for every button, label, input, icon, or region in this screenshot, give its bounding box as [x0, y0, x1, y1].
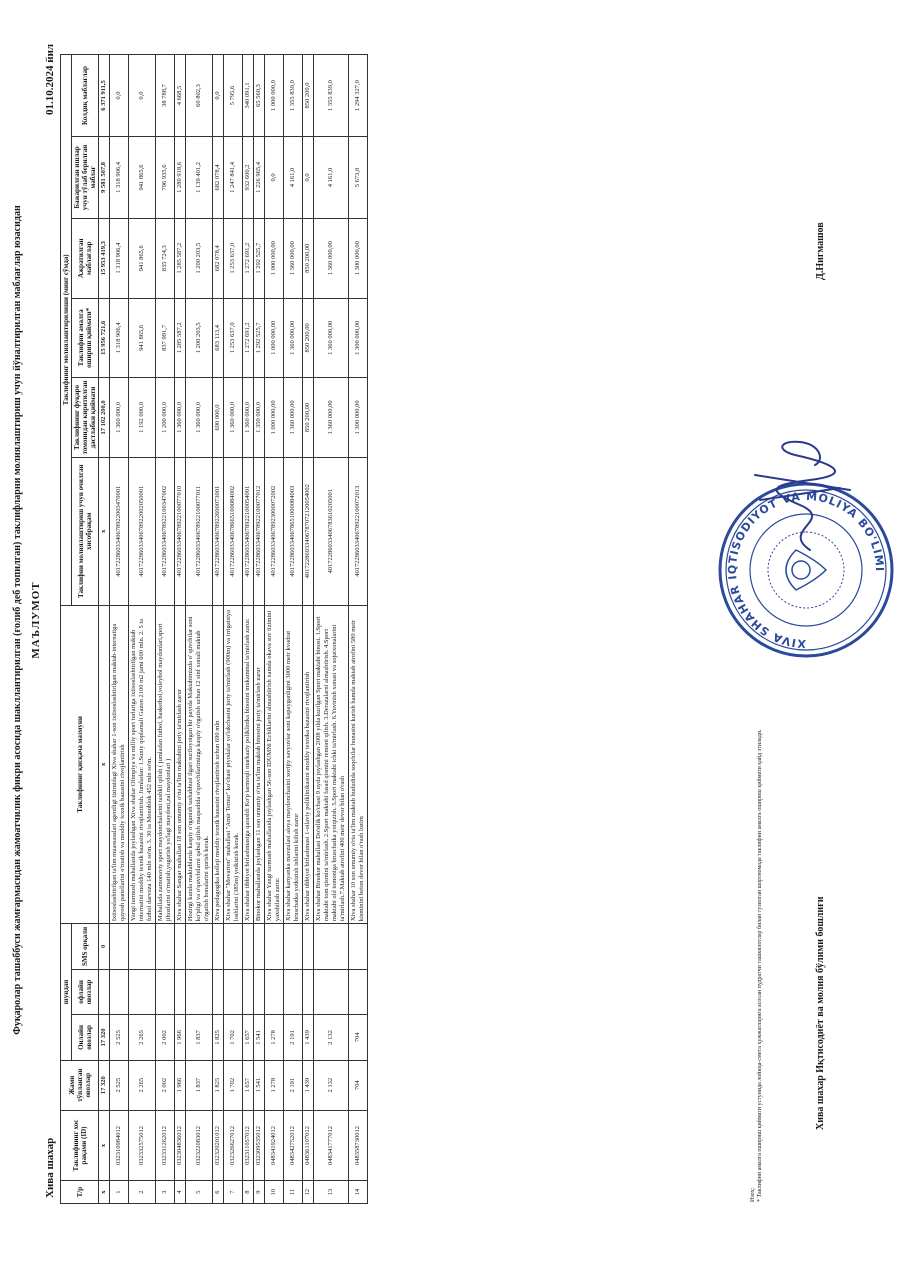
cell-description: Xiva shahar tibbiyot birlashmasi 1-oilaviy poliklinikasini moddiy texnika bazasini rivojlantirish: [303, 605, 314, 924]
cell-contract-cost: 837 991,7: [156, 298, 175, 378]
cell-remaining: 0,0: [110, 55, 129, 137]
table-row: [224, 55, 243, 1204]
cell-spent: 941 865,6: [129, 137, 156, 219]
cell-estimated-cost: 1 360 000,00: [314, 378, 349, 458]
seal-ring-text: XIVA SHAHAR IQTISODIYOT VA MOLIYA BO'LIMI: [725, 489, 887, 651]
cell-total-votes: 704: [349, 1060, 368, 1110]
cell-contract-cost: 1 292 525,7: [254, 298, 265, 378]
cell-allocated: 1 292 525,7: [254, 218, 265, 298]
cell-online-votes: 1 702: [224, 1015, 243, 1061]
cell-remaining: 65 560,3: [254, 55, 265, 137]
cell-total-votes: 1 278: [265, 1060, 284, 1110]
cell-total-votes: 1 702: [224, 1060, 243, 1110]
cell-spent: 0,0: [265, 137, 284, 219]
cell-sms-votes: [265, 924, 284, 970]
summary-account: х: [99, 457, 110, 605]
cell-online-votes: 2 265: [129, 1015, 156, 1061]
cell-allocated: 835 724,3: [156, 218, 175, 298]
cell-estimated-cost: 1 192 000,0: [129, 378, 156, 458]
cell-remaining: 1 294 327,0: [349, 55, 368, 137]
cell-num: 5: [186, 1181, 213, 1204]
cell-sms-votes: [303, 924, 314, 970]
col-remaining: Колдиқ маблағлар: [72, 55, 99, 137]
cell-sms-votes: [224, 924, 243, 970]
summary-spent: 9 581 507,8: [99, 137, 110, 219]
cell-sms-votes: [175, 924, 186, 970]
cell-spent: 1 318 906,4: [110, 137, 129, 219]
cell-spent: 796 935,6: [156, 137, 175, 219]
cell-total-votes: 1 966: [175, 1060, 186, 1110]
cell-online-votes: 2 002: [156, 1015, 175, 1061]
cell-online-votes: 1 657: [243, 1015, 254, 1061]
col-id: Таклифнинг хос рақами (ID): [61, 1110, 99, 1181]
cell-id: 048341777012: [314, 1110, 349, 1181]
table-row: [243, 55, 254, 1204]
cell-offline-votes: [265, 969, 284, 1015]
handwritten-signature-icon: [740, 420, 860, 560]
cell-contract-cost: 1 300 000,00: [349, 298, 368, 378]
col-contract-cost: Таклифни амалга ошириш қиймати*: [72, 298, 99, 378]
cell-estimated-cost: 1 360 000,0: [110, 378, 129, 458]
cell-contract-cost: 1 000 000,00: [265, 298, 284, 378]
cell-contract-cost: 1 200 203,5: [186, 298, 213, 378]
cell-allocated: 1 253 637,0: [224, 218, 243, 298]
cell-sms-votes: [156, 924, 175, 970]
cell-description: Xiva shahar Sangar mahallasi 18 son umumiy o'rta ta'lim maktabini joriy ta'mirlash zarur: [175, 605, 186, 924]
cell-remaining: 38 788,7: [156, 55, 175, 137]
cell-offline-votes: [110, 969, 129, 1015]
cell-description: Xiva shahar "Movarton" mahallasi "Amir Temur" ko'chasi piyodalar yo'lakchasini joriy ta'mirlash (900m) va irrigatsiya loshlarini (385m) yotkizish kerak.: [224, 605, 243, 924]
table-row: [110, 55, 129, 1204]
cell-estimated-cost: 1 350 000,0: [254, 378, 265, 458]
signature-name: Д.Нигмашов: [815, 222, 826, 280]
cell-account: 4017228603340678922100077010: [175, 457, 186, 605]
cell-offline-votes: [224, 969, 243, 1015]
footnote: [750, 202, 764, 1202]
cell-num: 10: [265, 1181, 284, 1204]
cell-spent: 932 600,2: [243, 137, 254, 219]
cell-remaining: 850 200,0: [303, 55, 314, 137]
cell-estimated-cost: 1 360 000,00: [284, 378, 303, 458]
cell-id: 032326627012: [224, 1110, 243, 1181]
cell-id: 032320201012: [213, 1110, 224, 1181]
cell-spent: 4 161,0: [314, 137, 349, 219]
footnote-text: * Таклифни амалга ошириш қиймати устунида лойиҳа-смета ҳужжатларига асосан пудратчи ташкилотлар билан тузилган шартномада таклифни амалга ошириш қиймати қайд этилади.: [757, 729, 763, 1202]
cell-remaining: 60 802,3: [186, 55, 213, 137]
cell-offline-votes: [243, 969, 254, 1015]
cell-account: 4017228603340678707212005400​2: [303, 457, 314, 605]
cell-total-votes: 1 541: [254, 1060, 265, 1110]
cell-account: 4017228603340678922100077012: [254, 457, 265, 605]
cell-id: 032322083012: [186, 1110, 213, 1181]
cell-num: 2: [129, 1181, 156, 1204]
cell-account: 4017228603340678922100072013: [349, 457, 368, 605]
cell-remaining: 0,0: [129, 55, 156, 137]
cell-remaining: 340 091,1: [243, 55, 254, 137]
summary-estimated-cost: 17 102 200,0: [99, 378, 110, 458]
cell-id: 048358730012: [349, 1110, 368, 1181]
cell-sms-votes: [110, 924, 129, 970]
cell-num: 14: [349, 1181, 368, 1204]
table-row: [175, 55, 186, 1204]
cell-allocated: 1 360 000,00: [314, 218, 349, 298]
cell-remaining: 0,0: [213, 55, 224, 137]
summary-total-votes: 17 320: [99, 1060, 110, 1110]
table-header-row: [61, 55, 72, 1204]
cell-online-votes: 1 278: [265, 1015, 284, 1061]
cell-contract-cost: 1 272 691,2: [243, 298, 254, 378]
cell-estimated-cost: 1 360 000,0: [175, 378, 186, 458]
cell-sms-votes: [284, 924, 303, 970]
col-account: Таклифни молиялаштириш учун очилган хисобрақам: [72, 457, 99, 605]
cell-spent: 1 280 918,6: [175, 137, 186, 219]
summary-num: х: [99, 1181, 110, 1204]
cell-estimated-cost: 1 200 000,0: [156, 378, 175, 458]
cell-total-votes: 2 265: [129, 1060, 156, 1110]
funding-table: [60, 54, 368, 1204]
cell-id: 032309535012: [254, 1110, 265, 1181]
cell-online-votes: 1 966: [175, 1015, 186, 1061]
cell-description: Xiva shahar 10 son umumiy o'rta ta'lim maktab hududida soqchilar honasini kurish hamda maktab atrofini 580 metr kisminini beton devor bilan o'rash lozim: [349, 605, 368, 924]
table-row: [265, 55, 284, 1204]
cell-num: 6: [213, 1181, 224, 1204]
cell-spent: 4 161,0: [284, 137, 303, 219]
cell-estimated-cost: 1 300 000,00: [349, 378, 368, 458]
cell-spent: 5 673,0: [349, 137, 368, 219]
cell-total-votes: 1 825: [213, 1060, 224, 1110]
cell-num: 4: [175, 1181, 186, 1204]
table-row: [213, 55, 224, 1204]
cell-num: 1: [110, 1181, 129, 1204]
table-row: [314, 55, 349, 1204]
cell-remaining: 1 355 839,0: [314, 55, 349, 137]
cell-account: 4017228603340678922100054001: [243, 457, 254, 605]
summary-allocated: 15 953 419,3: [99, 218, 110, 298]
cell-online-votes: 2 525: [110, 1015, 129, 1061]
cell-total-votes: 1 837: [186, 1060, 213, 1110]
cell-sms-votes: [243, 924, 254, 970]
cell-estimated-cost: 1 000 000,00: [265, 378, 284, 458]
cell-sms-votes: [254, 924, 265, 970]
cell-account: 4017228603340678922002050001: [129, 457, 156, 605]
cell-online-votes: 704: [349, 1015, 368, 1061]
cell-account: 4017228603340678923000072002: [265, 457, 284, 605]
summary-contract-cost: 15 956 721,6: [99, 298, 110, 378]
cell-offline-votes: [314, 969, 349, 1015]
cell-online-votes: 2 191: [284, 1015, 303, 1061]
cell-allocated: 1 360 000,00: [284, 218, 303, 298]
col-allocated: Ажратилган маблағлар: [72, 218, 99, 298]
cell-account: 4017228603340678665100084002: [224, 457, 243, 605]
cell-id: 032311057012: [243, 1110, 254, 1181]
cell-offline-votes: [129, 969, 156, 1015]
table-row: [186, 55, 213, 1204]
cell-sms-votes: [349, 924, 368, 970]
col-votes-group: шундан: [61, 924, 72, 1061]
cell-remaining: 4 668,5: [175, 55, 186, 137]
cell-id: 032310984012: [110, 1110, 129, 1181]
cell-estimated-cost: 1 360 000,0: [186, 378, 213, 458]
cell-account: 4017228603340678361020500​1: [314, 457, 349, 605]
cell-offline-votes: [254, 969, 265, 1015]
cell-num: 9: [254, 1181, 265, 1204]
cell-description: Mahallada zamonaviy sport maydonchalarini tashkil qilish ( jumladan futbol, basketbol,voleybol maydonlari,sport jihozlarini o'rnatish,yugurish yo'lagi maydoni,zal maydonlari ): [156, 605, 175, 924]
table-row: [303, 55, 314, 1204]
cell-id: 032304836012: [175, 1110, 186, 1181]
cell-account: 4017228603340678651000084003: [284, 457, 303, 605]
cell-allocated: 1 000 000,00: [265, 218, 284, 298]
summary-sms-votes: 0: [99, 924, 110, 970]
cell-contract-cost: 1 360 000,00: [284, 298, 303, 378]
report-date: 01.10.2024 йил: [44, 43, 56, 115]
cell-total-votes: 2 002: [156, 1060, 175, 1110]
summary-online-votes: 17 320: [99, 1015, 110, 1061]
cell-id: 032331262012: [156, 1110, 175, 1181]
cell-spent: 1 226 965,4: [254, 137, 265, 219]
cell-description: Xiva pedagogika kolleji moddiy texnik bazasini rivojlantirish uchun 690 mln: [213, 605, 224, 924]
cell-contract-cost: 850 200,00: [303, 298, 314, 378]
cell-offline-votes: [175, 969, 186, 1015]
cell-account: 4017228603340678922003470001: [110, 457, 129, 605]
signature-position: Хива шахар Иқтисодиёт ва молия бўлими бошлиғи: [815, 896, 826, 1130]
table-row: [284, 55, 303, 1204]
cell-description: Xiva shahar tibbiyot birlashmasiga qarashli Ko'p tarmoqli markaziy poliklinika binosini mukammal ta'mirlash zarur.: [243, 605, 254, 924]
cell-allocated: 1 272 691,2: [243, 218, 254, 298]
cell-spent: 1 139 401,2: [186, 137, 213, 219]
cell-spent: 1 247 841,4: [224, 137, 243, 219]
main-title: Фуқаролар ташаббуси жамғармасидан жамоатчилик фикри асосида шакллантирилган (ғолиб деб топилган) таклифларни молиялаштириш учун йўналтирилган маблағлар юзасидан: [12, 205, 23, 1035]
cell-allocated: 941 865,6: [129, 218, 156, 298]
cell-num: 11: [284, 1181, 303, 1204]
cell-account: 4017228603340678922100347002: [156, 457, 175, 605]
cell-description: Ixtisoslashtirilgan ta'lim muassasalari agentligi tizimidagi Xiva shahar 1-son ixtisoslashtirilgan maktab-internatiga qayosh panellarini o'rnatish va moddiy texnik bazasini rivojlantirish: [110, 605, 129, 924]
cell-id: 048341924012: [265, 1110, 284, 1181]
cell-num: 13: [314, 1181, 349, 1204]
col-online-votes: Онлайн овозлар: [72, 1015, 99, 1061]
cell-num: 8: [243, 1181, 254, 1204]
cell-offline-votes: [284, 969, 303, 1015]
cell-allocated: 1 285 587,2: [175, 218, 186, 298]
cell-estimated-cost: 1 360 000,0: [243, 378, 254, 458]
cell-total-votes: 1 439: [303, 1060, 314, 1110]
cell-id: 032332575012: [129, 1110, 156, 1181]
cell-total-votes: 2 191: [284, 1060, 303, 1110]
col-offline-votes: офлайн овозлар: [72, 969, 99, 1015]
cell-estimated-cost: 690 000,0: [213, 378, 224, 458]
table-row: [254, 55, 265, 1204]
cell-description: Binokor mahallasida joylashgan 11 son umumiy o'rta ta'lim maktab binosini joriy ta'mirlash zarur: [254, 605, 265, 924]
cell-num: 7: [224, 1181, 243, 1204]
region-label: Хива шахар: [44, 1137, 56, 1198]
cell-contract-cost: 1 360 000,00: [314, 298, 349, 378]
summary-offline-votes: [99, 969, 110, 1015]
cell-online-votes: 1 541: [254, 1015, 265, 1061]
cell-contract-cost: 1 285 587,2: [175, 298, 186, 378]
cell-sms-votes: [186, 924, 213, 970]
cell-sms-votes: [129, 924, 156, 970]
cell-estimated-cost: 850 200,00: [303, 378, 314, 458]
cell-spent: 682 078,4: [213, 137, 224, 219]
cell-contract-cost: 1 253 637,0: [224, 298, 243, 378]
cell-offline-votes: [213, 969, 224, 1015]
cell-offline-votes: [186, 969, 213, 1015]
footnote-heading: Изоҳ:: [750, 1187, 756, 1202]
cell-allocated: 1 318 906,4: [110, 218, 129, 298]
col-description: Таклифнинг қисқача мазмуни: [61, 605, 99, 924]
cell-id: 048361107012: [303, 1110, 314, 1181]
col-total-votes: Жами тўпланган овозлар: [61, 1060, 99, 1110]
table-row: [349, 55, 368, 1204]
cell-offline-votes: [349, 969, 368, 1015]
cell-contract-cost: 1 318 906,4: [110, 298, 129, 378]
cell-description: Xiva shahar kanyanka mavzulasi aloya maydonchasini xorijiy savyuvlar soni kapayganligini 3000 metr kvadrat bruschatka yotkizish ishlarini kilish zarur: [284, 605, 303, 924]
cell-sms-votes: [213, 924, 224, 970]
cell-sms-votes: [314, 924, 349, 970]
cell-id: 048342752012: [284, 1110, 303, 1181]
cell-remaining: 1 355 839,0: [284, 55, 303, 137]
cell-remaining: 1 000 000,0: [265, 55, 284, 137]
cell-total-votes: 1 657: [243, 1060, 254, 1110]
cell-allocated: 682 078,4: [213, 218, 224, 298]
cell-online-votes: 2 132: [314, 1015, 349, 1061]
cell-online-votes: 1 439: [303, 1015, 314, 1061]
table-row: [156, 55, 175, 1204]
cell-num: 12: [303, 1181, 314, 1204]
cell-total-votes: 2 132: [314, 1060, 349, 1110]
cell-remaining: 5 795,6: [224, 55, 243, 137]
summary-row: [99, 55, 110, 1204]
summary-remaining: 6 371 911,5: [99, 55, 110, 137]
cell-description: Yangi turmush mahallasida joylashgan Xiva shahar Olimpiya va milliy sport turlariga ixtisoslashtirilgan maktab internatini moddiy texnik bazasini rivojlantirish. Jumladan: 1.Suniy qoplamali Gazon 2100 m2 jami 600 mln. 2. 5 ta futbol darvoza 140 mln so'm. 3. 30 ta Monoblok 452 mln so'm.: [129, 605, 156, 924]
cell-online-votes: 1 837: [186, 1015, 213, 1061]
document-subtitle: МАЪЛУМОТ: [30, 581, 42, 659]
cell-spent: 0,0: [303, 137, 314, 219]
cell-allocated: 850 200,00: [303, 218, 314, 298]
summary-id: х: [99, 1110, 110, 1181]
cell-offline-votes: [156, 969, 175, 1015]
cell-account: 4017228603340678922600073001: [213, 457, 224, 605]
cell-online-votes: 1 825: [213, 1015, 224, 1061]
cell-total-votes: 2 525: [110, 1060, 129, 1110]
cell-account: 4017228603340678922100077011: [186, 457, 213, 605]
col-sms-votes: SMS орқали: [72, 924, 99, 970]
cell-offline-votes: [303, 969, 314, 1015]
col-estimated-cost: Таклифнинг фуқаро томонидан киритилган дастлабки қиймати: [72, 378, 99, 458]
cell-num: 3: [156, 1181, 175, 1204]
col-spent: Бажарилган ишлар учун тўлаб берилган маблағ: [72, 137, 99, 219]
table-row: [129, 55, 156, 1204]
cell-allocated: 1 300 000,00: [349, 218, 368, 298]
cell-estimated-cost: 1 360 000,0: [224, 378, 243, 458]
cell-contract-cost: 683 113,4: [213, 298, 224, 378]
cell-allocated: 1 200 203,5: [186, 218, 213, 298]
cell-description: Xiva shahar Binokor mahallasi Do'stlik ko'chasi 9 uyda joylashgan 2008 yilda kurilgan Sport maktabi binosi. 1.Sport maktabi tom qismini ta'mirlash. 2.Sport maktabi fasad qismini remont qilish. 3.Derazalarni almashtirish. 4.Sport maktabi old tomoniga bruschatka yotqizish. 5.Sport maktabi ichki ta'mirlash. 6.Yuvinish xonasi va sojatxonalarini ta'mirlash.7.Maktab atrofini 400 metr devor bilan o'rash: [314, 605, 349, 924]
summary-description: х: [99, 605, 110, 924]
col-num: Т/р: [61, 1181, 99, 1204]
cell-description: Xiva shahar Yangi turmush mahallasida joylashgan 56-son IDUMNi Echiklarini almashtirish xamda okava suv tizimini yaxshilash zarur.: [265, 605, 284, 924]
cell-contract-cost: 941 865,6: [129, 298, 156, 378]
cell-description: Hozirgi kunda maktablarda kaspiy o'rganish tashabbusi ilgari suriloyotgan bir paytda Maktabimizda o' quvchilar soni ko'pligi va o'quvchilarni qabul qilish maqsadida o'quvchilarimizga kaspiy o'rgatish uchun 12 sinf xonali maktab o'rgatish honalarini qurish kerak.: [186, 605, 213, 924]
col-funding-group: Таклифнинг молиялаштирилиши (минг сўмда): [61, 55, 72, 606]
